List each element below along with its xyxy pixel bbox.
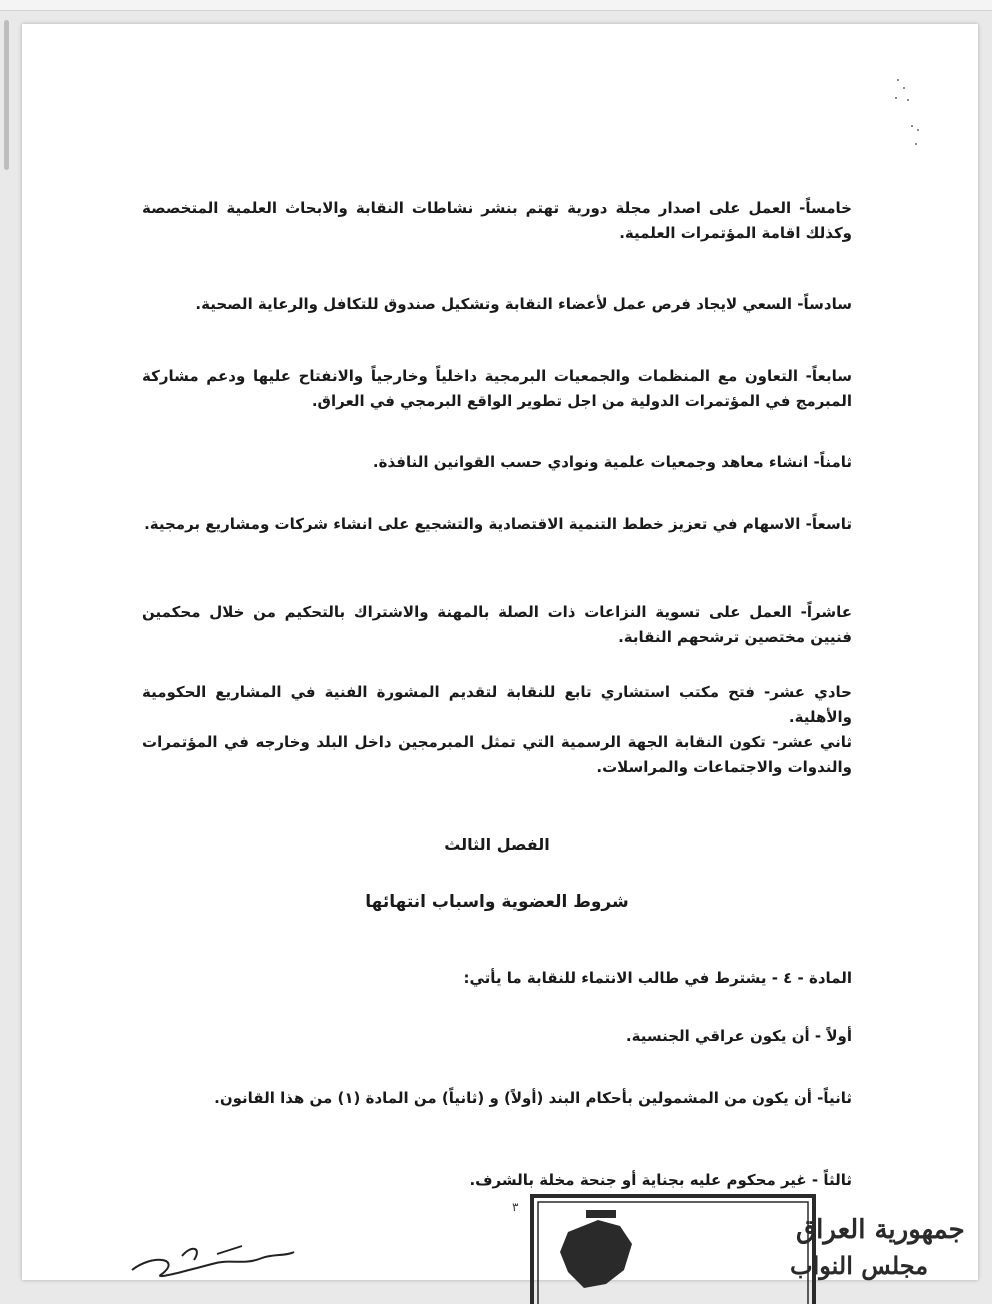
paragraph-8: ثامناً- انشاء معاهد وجمعيات علمية ونوادي حسب القوانين النافذة.: [372, 453, 852, 471]
chapter-subtitle: شروط العضوية واسباب انتهائها: [365, 892, 629, 912]
paragraph-10: عاشراً- العمل على تسوية النزاعات ذات الصلة بالمهنة والاشتراك بالتحكيم من خلال محكمين فنيين مختصين ترشحهم النقابة.: [142, 603, 852, 646]
condition-1: أولاً - أن يكون عراقي الجنسية.: [625, 1027, 852, 1045]
seal-line-2: مجلس النواب: [790, 1251, 929, 1280]
paragraph-9: تاسعاً- الاسهام في تعزيز خطط التنمية الاقتصادية والتشجيع على انشاء شركات ومشاريع برمجية.: [144, 515, 852, 533]
page-number: ٣: [512, 1200, 519, 1214]
condition-3: ثالثاً - غير محكوم عليه بجناية أو جنحة مخلة بالشرف.: [469, 1171, 852, 1189]
scan-specks: [893, 69, 923, 149]
top-strip: [0, 0, 992, 11]
article-intro: المادة - ٤ - يشترط في طالب الانتماء للنقابة ما يأتي:: [463, 969, 852, 987]
iraq-map-emblem-icon: [560, 1210, 632, 1288]
chapter-title: الفصل الثالث: [444, 835, 550, 854]
parliament-seal: [528, 1192, 965, 1304]
paragraph-6: سادساً- السعي لايجاد فرص عمل لأعضاء النقابة وتشكيل صندوق للتكافل والرعاية الصحية.: [195, 295, 852, 313]
paragraph-11: حادي عشر- فتح مكتب استشاري تابع للنقابة لتقديم المشورة الفنية في المشاريع الحكومية والأهلية.: [142, 683, 852, 726]
seal-line-1: جمهورية العراق: [796, 1215, 965, 1245]
paragraph-12: ثاني عشر- تكون النقابة الجهة الرسمية التي تمثل المبرمجين داخل البلد وخارجه في المؤتمرات والندوات والاجتماعات والمراسلات.: [142, 733, 852, 776]
condition-2: ثانياً- أن يكون من المشمولين بأحكام البند (أولاً) و (ثانياً) من المادة (١) من هذا القانون.: [214, 1089, 852, 1107]
document-page: [22, 24, 978, 1280]
paragraph-5: خامساً- العمل على اصدار مجلة دورية تهتم بنشر نشاطات النقابة والابحاث العلمية المتخصصة وكذلك اقامة المؤتمرات العلمية.: [142, 199, 852, 242]
scrollbar[interactable]: [4, 20, 9, 170]
signature: [122, 1214, 302, 1284]
paragraph-7: سابعاً- التعاون مع المنظمات والجمعيات البرمجية داخلياً وخارجياً والانفتاح عليها ودعم مشاركة المبرمج في المؤتمرات الدولية من اجل تطوير الواقع البرمجي في العراق.: [142, 367, 852, 410]
